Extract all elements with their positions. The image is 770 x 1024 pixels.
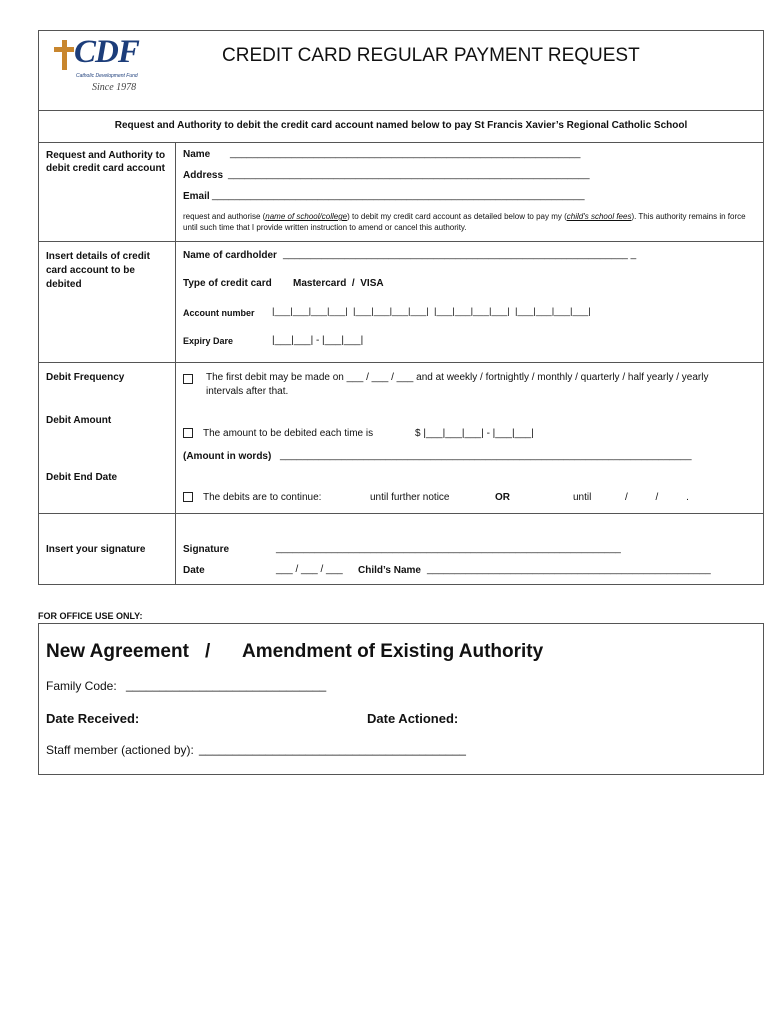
amendment-label[interactable]: Amendment of Existing Authority <box>242 641 544 662</box>
end-text: The debits are to continue: <box>203 492 322 503</box>
debit-amount-label: Debit Amount <box>46 415 112 426</box>
signature-field[interactable]: ______________________________________________________________ <box>276 543 621 554</box>
end-notice[interactable]: until further notice <box>370 492 450 503</box>
page-title: CREDIT CARD REGULAR PAYMENT REQUEST <box>222 45 640 66</box>
end-until[interactable]: until <box>573 492 592 503</box>
account-number-boxes[interactable]: |___|___|___|___| |___|___|___|___| |___|___|___|___| |___|___|___|___| <box>272 306 591 317</box>
email-label: Email <box>183 191 210 202</box>
expiry-boxes[interactable]: |___|___| - |___|___| <box>272 335 364 346</box>
name-label: Name <box>183 149 211 160</box>
section2-label: Insert details of credit card account to be debited <box>46 251 150 290</box>
debit-frequency-label: Debit Frequency <box>46 372 125 383</box>
amount-row <box>183 428 373 439</box>
office-slash: / <box>205 641 211 662</box>
frequency-checkbox[interactable] <box>183 374 193 384</box>
staff-member-field[interactable]: ________________________________________ <box>199 742 466 756</box>
date-field[interactable]: ___ / ___ / ___ <box>276 564 343 575</box>
debit-end-date-label: Debit End Date <box>46 472 118 483</box>
amount-checkbox[interactable] <box>183 428 193 438</box>
amount-words-field[interactable]: __________________________________________________________________________ <box>280 450 692 461</box>
end-date[interactable]: / / . <box>625 492 689 503</box>
logo-subtitle: Catholic Development Fund <box>76 73 138 79</box>
cardholder-label: Name of cardholder <box>183 250 277 261</box>
staff-member-label: Staff member (actioned by): <box>46 743 194 757</box>
signature-label: Signature <box>183 544 230 555</box>
divider <box>38 513 764 514</box>
amount-boxes[interactable]: $ |___|___|___| - |___|___| <box>415 428 534 439</box>
email-field[interactable]: ___________________________________________________________________ <box>212 190 585 201</box>
card-type-label: Type of credit card <box>183 278 272 289</box>
divider <box>38 142 764 143</box>
name-field[interactable]: _______________________________________________________________ <box>230 148 581 159</box>
cardholder-field[interactable]: ______________________________________________________________ _ <box>283 249 637 260</box>
divider <box>38 110 764 111</box>
para-text: request and authorise ( <box>183 212 266 221</box>
amount-text: The amount to be debited each time is <box>203 428 374 439</box>
family-code-field[interactable]: ______________________________ <box>126 678 327 692</box>
date-actioned-label: Date Actioned: <box>367 711 459 726</box>
para-text: ) to debit my credit card account as detailed below to pay my ( <box>347 212 567 221</box>
expiry-label: Expiry Dare <box>183 336 234 346</box>
address-field[interactable]: _________________________________________________________________ <box>228 169 590 180</box>
frequency-row <box>183 371 723 399</box>
family-code-label: Family Code: <box>46 679 117 693</box>
card-type-options[interactable]: Mastercard / VISA <box>293 278 384 289</box>
signature-section-label: Insert your signature <box>46 544 146 555</box>
para-text: ). This authority remains in force until such time that I provide written instruction to amend or cancel this authority. <box>183 212 746 232</box>
end-checkbox[interactable] <box>183 492 193 502</box>
address-label: Address <box>183 170 224 181</box>
new-agreement-label[interactable]: New Agreement <box>46 641 189 662</box>
date-received-label: Date Received: <box>46 711 140 726</box>
logo-text: CDF <box>74 34 139 70</box>
end-or: OR <box>495 492 510 503</box>
section1-label: Request and Authority to debit credit card account <box>46 150 166 174</box>
end-row <box>183 492 321 503</box>
date-label: Date <box>183 565 205 576</box>
school-name-placeholder: name of school/college <box>265 212 348 221</box>
child-name-field[interactable]: ___________________________________________________ <box>427 564 711 575</box>
authority-paragraph <box>183 211 753 233</box>
logo-motto: Since 1978 <box>92 82 137 93</box>
account-label: Account number <box>183 308 255 318</box>
child-name-label: Child’s Name <box>358 565 421 576</box>
fees-placeholder: child's school fees <box>566 212 632 221</box>
office-heading: FOR OFFICE USE ONLY: <box>38 611 143 621</box>
frequency-text: The first debit may be made on ___ / ___ / ___ and at weekly / fortnightly / monthly / quarterly / half yearly / yearly intervals after that. <box>206 372 709 397</box>
authority-line: Request and Authority to debit the credit card account named below to pay St Francis Xavier’s Regional Catholic School <box>114 120 688 131</box>
column-divider <box>175 142 176 585</box>
divider <box>38 362 764 363</box>
divider <box>38 241 764 242</box>
cdf-logo <box>52 34 152 100</box>
amount-words-label: (Amount in words) <box>183 451 272 462</box>
